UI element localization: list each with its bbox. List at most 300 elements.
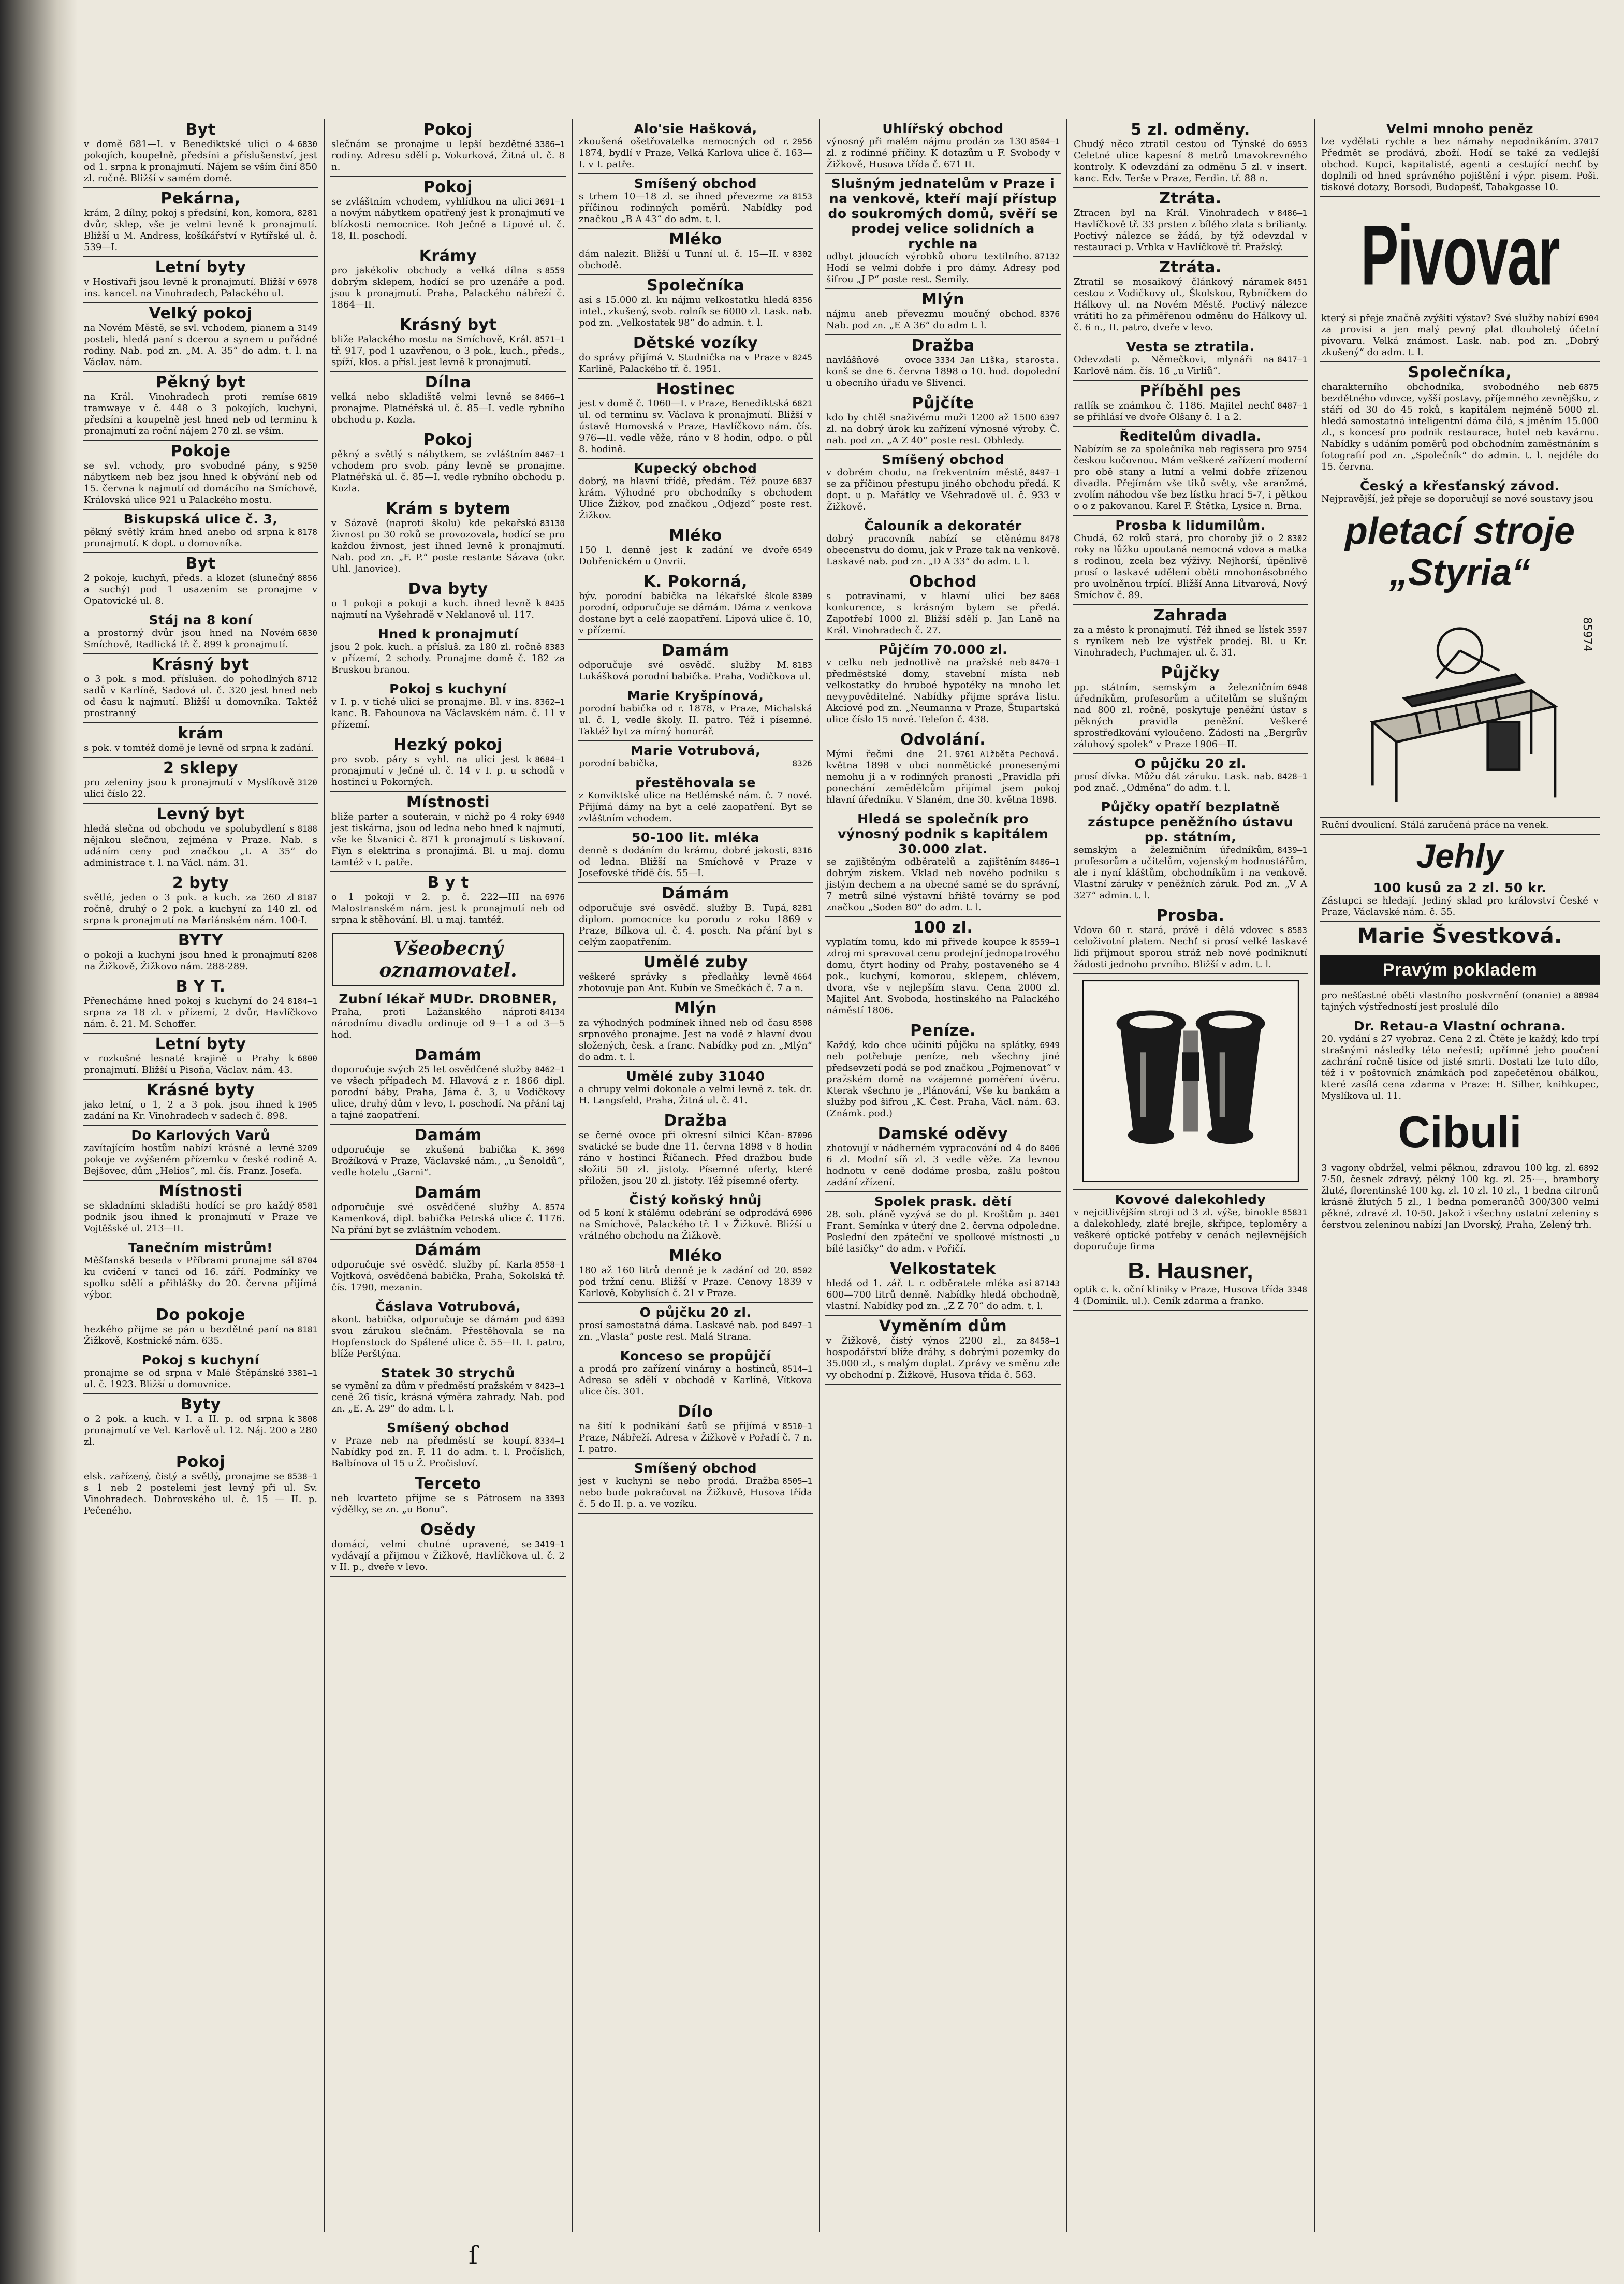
ad-text: slečnám se pronajme u lepší bezdětné rodiny. Adresu sdělí p. Vokurková, Žitná ul. č. 8 n. (331, 139, 565, 172)
column-5 (1073, 119, 1308, 2232)
ad-number: 87132 (1034, 252, 1060, 261)
classified-ad (825, 516, 1061, 571)
ad-text: bliže Palackého mostu na Smíchově, Král. tř. 917, pod 1 uzavřenou, o 3 pok., kuch., předs., spíží, klos. a přísl. jest levně k pronajmutí. (331, 334, 565, 368)
ad-heading: Vyměním dům (879, 1317, 1007, 1335)
ad-number: 4664 (792, 972, 812, 982)
classified-ad (330, 578, 566, 624)
ad-number: 6830 (297, 139, 317, 149)
ad-number: 8704 (297, 1256, 317, 1265)
ad-heading: Půjčíte (912, 394, 974, 412)
ad-number: 8439—1 (1277, 845, 1307, 855)
column-rule (819, 119, 820, 2232)
ad-number: 9761 Alžběta Pechová. (955, 749, 1060, 759)
ad-heading: Levný byt (156, 805, 245, 823)
ad-heading: Český a křesťanský závod. (1359, 478, 1560, 493)
ad-number: 8856 (297, 573, 317, 583)
column-4 (825, 119, 1061, 2232)
ad-heading: Smíšený obchod (634, 1461, 757, 1476)
ad-heading: Marie Votrubová, (630, 743, 761, 758)
classified-ad (83, 1451, 318, 1520)
ad-text: velká nebo skladiště velmi levně se pronajme. Platnéřská ul. č. 85—I. vedle rybního obchodu p. Kozla. (331, 391, 565, 425)
ad-heading: 50-100 lit. mléka (632, 830, 759, 845)
ad-number: 8435 (545, 599, 565, 608)
classified-ad (1320, 818, 1600, 835)
classified-ad (1320, 988, 1600, 1016)
ad-text: pronajme se od srpna v Malé Štěpánské ul. č. 1923. Bližší u domovnice. (84, 1368, 285, 1390)
classified-ad (825, 119, 1061, 174)
ad-text: hezkého přijme se pán u bezdětné paní na Žižkově, Kostnické nám. 635. (84, 1324, 295, 1346)
classified-ad (330, 679, 566, 734)
ad-heading: Dva byty (408, 580, 488, 598)
ad-number: 3149 (297, 323, 317, 333)
classified-ad (578, 640, 813, 686)
ad-heading: Smíšený obchod (386, 1420, 510, 1435)
headline-word: Pivovar (1360, 208, 1559, 303)
classified-ad (1073, 516, 1308, 605)
classified-ad (825, 1258, 1061, 1316)
ad-heading: B Y T. (175, 978, 226, 996)
ad-text: se černé ovoce při okresní silnici Kčan-svatické se bude dne 11. června 1898 v 8 hodin ráno v hostinci Říčanech. Před dražbou bude složiti 50 zl. jistoty. Písemné oferty, které přiložen, jsou 20 zl. jistoty. Též písemné oferty. (579, 1130, 812, 1186)
classified-ad (330, 1044, 566, 1125)
ad-number: 8497—1 (1030, 468, 1060, 477)
ad-heading: Peníze. (910, 1022, 976, 1040)
classified-ad (83, 976, 318, 1034)
ad-text: 3 vagony obdržel, velmi pěknou, zdravou 100 kg. zl. 7·50, česnek zdravý, pěkný 100 kg. zl. 25·—, brambory žluté, florentinské 100 kg. zl. 10 zl. 10 zl., 1 bedna citronů krásně žlutých 5 zl., 1 bedna pomerančů 300/300 velmi pěkné, zdravé zl. 10·50. Jakož i všechny ostatní zeleniny s čerstvou zeleninou nabízí Jan Dvorský, Praha, Zelený trh. (1321, 1162, 1599, 1230)
ad-number: 3419—1 (535, 1539, 565, 1549)
ad-text: v domě 681—I. v Benediktské ulici o 4 pokojích, koupelně, předsíni a příslušenství, jest od 1. srpna k pronajmutí. Nájem se vším činí 850 zl. ročně. Bližší v samém domě. (84, 139, 317, 184)
classified-ad (330, 498, 566, 578)
ad-text: v Praze neb na předměstí se koupí. Nabídky pod zn. F. 11 do adm. t. l. Pročíslich, Balbínova ul 15 u Ž. Pročisloví. (331, 1435, 565, 1469)
ad-text: za výhodných podmínek ihned neb od času srpnového pronajme. Jest na vodě z hlavní dvou složených, česk. a franc. Nabídky pod zn. „Mlýn“ do adm. t. l. (579, 1017, 812, 1063)
ad-number: 8281 (792, 903, 812, 913)
ad-text: v Sázavě (naproti školu) kde pekařská živnost po 30 roků se provozovala, hodící se pro každou živnost, jest ihned levně k pronajmutí. Nab. pod zn. „F. P.“ poste restante Sázava (okr. Uhl. Janovice). (331, 518, 565, 574)
ad-text: veškeré správky s předlaňky levně zhotovuje pan Ant. Kubín ve Smečkách č. 7 a n. (579, 971, 803, 994)
ad-heading: Krámy (419, 247, 477, 265)
classified-ad (578, 571, 813, 640)
ad-heading: Místnosti (406, 793, 490, 811)
binding-gutter (0, 0, 78, 2284)
classified-ad (578, 379, 813, 459)
classified-ad (83, 1394, 318, 1451)
ad-number: 3393 (545, 1493, 565, 1503)
classified-ad (83, 1304, 318, 1350)
classified-ad (578, 686, 813, 741)
ad-number: 8208 (297, 950, 317, 960)
ad-heading: K. Pokorná, (643, 573, 748, 591)
ad-text: nájmu aneb převezmu moučný obchod. Nab. pod zn. „E A 36“ do adm t. l. (826, 309, 1037, 331)
classified-ad (83, 610, 318, 654)
ad-heading: Dílo (678, 1403, 713, 1421)
ad-number: 8510—1 (782, 1421, 812, 1431)
ad-text: akont. babička, odporučuje se dámám pod svou zárukou slečnám. Přestěhovala se na Hopfenstock do Spálené ulice č. 55—II. I. patro, blíže Perštýna. (331, 1314, 565, 1359)
ad-heading: Hledá se společník pro výnosný podnik s kapitálem 30.000 zlat. (838, 811, 1048, 856)
ad-text: v dobrém chodu, na frekventním městě, se za příčinou přestupu jiného obchodu předá. K dopt. u p. Mařátky ve Všehradově ul. č. 933 v Žižkově. (826, 467, 1060, 512)
ad-text: s pok. v tomtéž domě je levně od srpna k zadání. (84, 743, 314, 753)
ad-number: 8684—1 (535, 754, 565, 764)
ad-heading: Letní byty (155, 1035, 246, 1053)
ad-number: 6821 (792, 399, 812, 409)
classified-ad (825, 335, 1061, 392)
ad-text: pěkný a světlý s nábytkem, se zvláštním vchodem pro svob. pány levně se pronajme. Platnéřská ul. č. 85—I. vedle rybního obchodu p. Kozla. (331, 449, 565, 494)
classified-ad (578, 998, 813, 1067)
ad-text: v Hostivaři jsou levně k pronajmutí. Bližší v ins. kancel. na Vinohradech, Palackého ul. (84, 277, 295, 299)
ad-number: 3690 (545, 1145, 565, 1155)
headline-word: Jehly (1416, 837, 1504, 875)
classified-ad (825, 392, 1061, 450)
classified-ad (330, 1297, 566, 1363)
ad-text: dám nalezit. Bližší u Tunní ul. č. 15—II. v obchodě. (579, 249, 789, 271)
ad-heading: Ředitelům divadla. (1119, 429, 1262, 444)
classified-ad (83, 758, 318, 804)
ad-number: 8514—1 (782, 1364, 812, 1374)
ad-number: 8486—1 (1030, 857, 1060, 867)
ad-number: 8362—1 (535, 697, 565, 707)
classified-ad (330, 1182, 566, 1240)
ad-heading: Dražba (911, 337, 975, 355)
ad-heading: Byt (185, 121, 216, 139)
classified-ad (825, 571, 1061, 640)
ad-text: charakterního obchodníka, svobodného neb bezdětného vdovce, vyšší postavy, příjemného zevnějšku, z stáří od 30 do 45 roků, s kapitálem nejméně 5000 zl. hledá samostatná inteligentní dáma čilá, s jměním 15.000 zl., s koncesí pro podnik restaurace, hotel neb kavárnu. Nabídky s udáním poměrů pod obchodním zaměstnáním s fotografií pod zn. „Společník“ do admin. t. l. nejdéle do 15. června. (1321, 382, 1599, 472)
ad-number: 6976 (545, 892, 565, 902)
ad-heading: Čalouník a dekoratér (864, 518, 1022, 533)
ad-text: pp. státním, semským a železničním úředníkům, profesorům a učitelům se slušným nad 800 zl. ročně, poskytuje peněžní ústav s pěkných pravidla peněžní. Veškeré sprostředkování vyloučeno. Žádosti na „Bergrův zálohový spolek“ v Praze 1906—II. (1074, 682, 1307, 750)
ad-text: se svl. vchody, pro svobodné pány, s nábytkem neb bez jsou hned k obývání neb od 15. června k najmutí od domácího na Smíchově, Královská ulice 921 u Palackého mostu. (84, 460, 317, 505)
ad-number: 8559—1 (1030, 937, 1060, 947)
ad-text: neb kvarteto přijme se s Pátrosem na výdělky, se zn. „u Bonu“. (331, 1493, 542, 1515)
ad-heading: Půjčky opatří bezplatně zástupce peněžního ústavu pp. státním, (1088, 799, 1293, 845)
ad-number: 85831 (1282, 1208, 1307, 1217)
ad-text: a chrupy velmi dokonale a velmi levně z. tek. dr. H. Langsfeld, Praha, Žitná ul. č. 41. (579, 1084, 812, 1106)
classified-ad (330, 734, 566, 792)
ad-heading: Hostinec (656, 380, 735, 398)
ad-text: elsk. zařízený, čistý a světlý, pronajme se s 1 neb 2 postelemi jest levný při ul. Sv. Vinohradech. Dobrovského ul. č. 15 — II. p. Pečeného. (84, 1471, 317, 1516)
display-ad-headline (1320, 508, 1600, 597)
ad-text: o 2 pok. a kuch. v I. a II. p. od srpna k pronajmutí ve Vel. Karlově ul. 12. Náj. 200 a 280 zl. (84, 1414, 317, 1447)
ad-heading: Kovové dalekohledy (1115, 1192, 1266, 1207)
classified-ad (1320, 1016, 1600, 1105)
classified-sheet (83, 119, 1600, 2232)
ad-text: v nejcitlivějším stroji od 3 zl. výše, binokle a dalekohledy, zlaté brejle, skřipce, teploměry a veškeré optické potřeby v cenách nejlevnějších doporučuje firma (1074, 1207, 1307, 1252)
ad-number: 8470—1 (1030, 658, 1060, 667)
classified-ad (83, 930, 318, 976)
ad-text: jako letní, o 1, 2 a 3 pok. jsou ihned k zadání na Kr. Vinohradech v sadech č. 898. (84, 1099, 295, 1122)
ad-text: v Žižkově, čistý výnos 2200 zl., za hospodářství blíže dráhy, s dobrými pozemky do 35.000 zl., s malým doplat. Zprávy ve směnu zde vy obchodní p. Žižkově, Husova třída č. 563. (826, 1335, 1060, 1380)
ad-text: prosí dívka. Můžu dát záruku. Lask. nab. pod znač. „Odměna“ do adm. t. l. (1074, 771, 1275, 793)
ad-number: 3691—1 (535, 197, 565, 207)
ad-heading: Pokoj (423, 178, 473, 196)
ad-heading: Mléko (669, 230, 722, 249)
ad-number: 8467—1 (535, 449, 565, 459)
ad-heading: Umělé zuby 31040 (626, 1069, 765, 1084)
ad-number: 8281 (297, 208, 317, 218)
ad-text: Mými řečmi dne 21. května 1898 v obci nonmětické pronesenými nemohu ji a v rodinných pranosti „Pravidla při ponechání zemědělcům přijímal jsem pokoj hlavní úředníku. V Slaném, dne 30. května 1898. (826, 749, 1060, 805)
ad-heading: Pokoj s kuchyní (389, 681, 507, 696)
ad-heading: Byty (180, 1395, 221, 1414)
ad-heading: Pokoje (170, 442, 231, 460)
ad-heading: Do Karlových Varů (131, 1128, 270, 1143)
ad-heading: O půjčku 20 zl. (639, 1305, 752, 1320)
ad-heading: Společníka (647, 277, 744, 295)
classified-ad (330, 429, 566, 498)
column-2 (330, 119, 566, 2232)
classified-ad (1320, 362, 1600, 476)
classified-ad (1073, 188, 1308, 257)
ad-text: 2 pokoje, kuchyň, předs. a klozet (slunečný a suchý) pod 1 usazením se pronajme v Opatovické ul. 8. (84, 573, 317, 606)
ad-text: prosí samostatná dáma. Laskavé nab. pod zn. „Vlasta“ poste rest. Malá Strana. (579, 1320, 780, 1342)
classified-ad (1320, 476, 1600, 508)
classified-ad (330, 1519, 566, 1577)
ad-number: 6892 (1578, 1163, 1599, 1173)
ad-number: 8153 (792, 192, 812, 201)
ad-number: 6906 (792, 1208, 812, 1218)
ad-number: 8583 (1287, 925, 1307, 935)
ad-heading: B y t (427, 874, 469, 892)
classified-ad (825, 917, 1061, 1020)
ad-heading: Damám (662, 642, 729, 660)
ad-number: 8487—1 (1277, 401, 1307, 411)
ad-text: pěkný světlý krám hned anebo od srpna k pronajmutí. K dopt. u domovníka. (84, 527, 295, 549)
ad-heading: Vesta se ztratila. (1126, 339, 1255, 354)
ad-number: 6904 (1578, 313, 1599, 323)
ad-heading: Smíšený obchod (634, 176, 757, 191)
classified-ad (1073, 605, 1308, 662)
ad-number: 6949 (1040, 1040, 1060, 1050)
ad-heading: Hezký pokoj (393, 736, 503, 754)
ad-heading: Krásný byt (399, 316, 497, 334)
ad-text: dobrý, na hlavní třídě, předám. Též pouze krám. Výhodné pro obchodníky s obchodem Ulice Žižkov, pod značkou „Odjezd“ poste rest. Žižkov. (579, 476, 812, 521)
ad-heading: Čáslava Votrubová, (375, 1299, 521, 1314)
classified-ad (1320, 119, 1600, 197)
classified-ad (825, 1192, 1061, 1258)
classified-ad (1073, 905, 1308, 974)
knitting-machine-illustration (1341, 603, 1579, 810)
ad-heading: Obchod (909, 573, 977, 591)
classified-ad (83, 1126, 318, 1181)
ad-text: hledá slečna od obchodu ve spolubydlení s nějakou slečnou, zejména v Praze. Nab. s udáním ceny pod značkou „L A 35“ do administrace t. l. na Václ. nám. 31. (84, 823, 317, 868)
ad-heading: Ztráta. (1159, 190, 1222, 208)
ad-text: světlé, jeden o 3 pok. a kuch. za 260 zl ročně, druhý o 2 pok. a kuchyní za 140 zl. od srpna k pronajmutí na Mariánském nám. 100-I. (84, 892, 317, 926)
ad-number: 8334—1 (535, 1436, 565, 1446)
ad-number: 8302 (792, 249, 812, 259)
headline-word: Pravým pokladem (1382, 960, 1538, 980)
ad-text: lze vydělati rychle a bez námahy nepodnikáním. Předmět se prodává, zboží. Hodí se také za vedlejší obchod. Kupci, kapitalisté, agenti a cestující nechť by doplnili od hned správného pojištění i výpr. pisem. Poši. tiskové dotazy, Borsodi, Budapešť, Tabakgasse 10. (1321, 136, 1599, 193)
classified-ad (83, 119, 318, 188)
classified-ad (83, 553, 318, 610)
classified-ad (578, 525, 813, 571)
classified-ad (578, 229, 813, 275)
ad-heading: Pokoj (423, 121, 473, 139)
ad-number: 8497—1 (782, 1320, 812, 1330)
ad-heading: Slušným jednatelům v Praze i na venkově, kteří mají přístup do soukromých domů, svěří se prodej velice solidních a rychle na (828, 176, 1058, 251)
ad-heading: Marie Švestková. (1357, 924, 1562, 948)
ad-heading: Stáj na 8 koní (149, 613, 253, 628)
classified-ad (578, 828, 813, 883)
ad-heading: Uhlířský obchod (882, 121, 1004, 136)
ad-text: kdo by chtěl snaživému muži 1200 až 1500 zl. na dobrý úrok ku zařízení výnosné výroby. Č. nab. pod zn. „A Z 40“ poste rest. Obhledy. (826, 412, 1060, 446)
ad-text: s trhem 10—18 zl. se ihned převezme za příčinou rodinných poměrů. Nabídky pod značkou „B A 43“ do adm. t. l. (579, 191, 812, 225)
ad-text: o 1 pokoji a pokoji a kuch. ihned levně k najmutí na Vyšehradě v Neklanově ul. 117. (331, 598, 542, 620)
classified-ad (83, 257, 318, 303)
classified-ad (578, 1401, 813, 1459)
ad-number: 6948 (1287, 682, 1307, 692)
ad-text: Ztracen byl na Král. Vinohradech v Havlíčkově tř. 33 prsten z bílého zlata s brilianty. Poctivý nálezce se žádá, by týž odevzdal v restauraci p. Vrbka v Havlíčkově tř. Pražský. (1074, 208, 1307, 253)
ad-heading: Krásný byt (152, 656, 250, 674)
ad-text: Chudý něco ztratil cestou od Týnské do Celetné ulice kapesní 8 metrů tmavokrevného kontroly. K odevzdání za odměnu 5 zl. v insert. kanc. Edv. Terše v Praze, Ferdin. tř. 88 n. (1074, 139, 1307, 184)
ad-heading: B. Hausner, (1128, 1258, 1253, 1284)
ad-text: jest v kuchyni se nebo prodá. Dražba nebo bude pokračovat na Žižkově, Husova třída č. 5 do II. p. a. ve vozíku. (579, 1476, 812, 1509)
classified-ad (578, 459, 813, 525)
ad-text: Praha, proti Lažanského náproti národnímu divadlu ordinuje od 9—1 a od 3—5 hod. (331, 1007, 565, 1040)
ad-text: v celku neb jednotlivě na pražské neb předměstské domy, stavební místa neb velkostatky do hruboé hypotéky na mnoho let nevypověditelné. Nabídky přijme správa listu. Akciové pod zn. „Neumanna v Praze, Štupartská ulice číslo 15 nové. Telefon č. 438. (826, 657, 1060, 725)
ad-text: jsou 2 pok. kuch. a přísluš. za 180 zl. ročně v přízemí, 2 schody. Pronajme domě č. 182 za Bruskou branou. (331, 642, 565, 675)
ad-heading: Biskupská ulice č. 3, (123, 512, 278, 527)
ad-text: porodní babička, (579, 758, 659, 769)
classified-ad (83, 372, 318, 441)
ad-number: 6940 (545, 812, 565, 822)
classified-ad (578, 741, 813, 773)
ad-text: 180 až 160 litrů denně je k zadání od 20. pod tržní cenu. Bližší v Praze. Cenovy 1839 v Karlově, Kobylisích č. 21 v Praze. (579, 1265, 812, 1299)
classified-ad (825, 289, 1061, 335)
ad-number: 3381—1 (287, 1368, 317, 1378)
ad-text: v I. p. v tiché ulici se pronajme. Bl. v ins. kanc. B. Fahounova na Václavském nám. č. 11 v přízemí. (331, 696, 565, 730)
ad-text: Nabízím se za společníka neb regissera pro českou kočovnou. Mám veškeré zařízení moderní pro obě stany a lutní a velmi dobře zřízenou divadla. Přejímám vše tiků světy, vše aranžmá, zvolím náhodou vše bez lístku hrací 5-7, i pětkou o o z pakovanou. Karel F. Štětka, Lysice n. Brna. (1074, 444, 1307, 512)
ad-text: krám, 2 dílny, pokoj s předsíní, kon, komora, dvůr, sklep, vše je velmi levně k pronajmutí. Bližší u M. Andress, košíkářství v Rytířské ul. č. 539—I. (84, 208, 317, 253)
ad-heading: Mléko (669, 527, 722, 545)
ad-text: vyplatím tomu, kdo mi přivede koupce k zdroj mi spravovat cenu prodejní jednopatrového domu, čtyrt hodiny od Prahy, postaveného se 4 pok., kuchyní, komorou, sklepem, chlévem, dvora, vše v nejlepším stavu. Cena 2000 zl. Majitel Ant. Svoboda, hostinského na Palackého náměstí 1806. (826, 937, 1060, 1016)
classified-ad (330, 1418, 566, 1473)
ad-number: 6830 (297, 628, 317, 638)
classified-ad (1320, 922, 1600, 952)
inverse-headline (1320, 955, 1600, 985)
ad-number: 8245 (792, 353, 812, 362)
ad-text: domácí, velmi chutné upravené, se vydávají a přijmou v Žižkově, Havlíčkova ul. č. 2 v II. p., dveře v levo. (331, 1539, 565, 1573)
classified-ad (83, 872, 318, 930)
ad-heading: Konceso se propůjčí (620, 1348, 771, 1363)
ad-heading: Velký pokoj (149, 304, 253, 323)
ad-number: 8468 (1040, 591, 1060, 601)
ad-text: semským a železničním úředníkům, profesorům a učitelům, vojenským hodnostářům, ale i nyní kláštům, obchodníkům i na venkově. Vlastní záruky v peněžních záruk. Pod zn. „V A 327“ admin. t. l. (1074, 845, 1307, 901)
classified-ad (330, 177, 566, 245)
section-header-box (332, 933, 564, 986)
classified-ad (578, 952, 813, 998)
ad-heading: Statek 30 strychů (381, 1365, 515, 1380)
ad-text: pro nešťastné oběti vlastního poskvrnění (onanie) a tajných výstředností jest proslulé dílo (1321, 990, 1571, 1012)
ad-text: Chudá, 62 roků stará, pro choroby již o 2 roky na lůžku upoutaná nemocná vdova a matka s rodinou, zcela bez výživy. Nejhorší, úpěnlivě prosí o laskavé udělení oběti mnohonásobného pro uvolněnou trpící. Bližší Anna Litvarová, Nový Smíchov č. 89. (1074, 533, 1307, 601)
classified-ad (330, 872, 566, 929)
ad-heading: Terceto (415, 1475, 481, 1493)
classified-ad (1073, 662, 1308, 754)
ad-text: hledá od 1. zář. t. r. odběratele mléka asi 600—700 litrů denně. Nabídky hledá obchodně, vlastní. Nabídky pod zn. „Z Z 70“ do adm. t. l. (826, 1278, 1060, 1312)
classified-ad (578, 1459, 813, 1514)
ad-text: doporučuje svých 25 let osvědčené služby ve všech případech M. Hlavová z r. 1866 dipl. porodní báby, Praha, Jáma č. 3, u Vodičkovy ulice, druhý dům v levo, I. poschodí. Na přání taj a tajné zaopatření. (331, 1064, 565, 1121)
classified-ad (825, 450, 1061, 516)
ad-text: Nejpravější, jež přeje se doporučují se nové soustavy jsou (1321, 493, 1593, 504)
classified-ad (330, 1240, 566, 1297)
ad-number: 6978 (297, 277, 317, 287)
classified-ad (83, 804, 318, 872)
ad-text: Každý, kdo chce učiniti půjčku na splátky, neb potřebuje peníze, neb všechny jiné předsevzetí podá se pod značkou „Pojmenovat“ v pražském domě na vzájemné poměření úvěru. Kterak všechno je „Plánování, Vše ku bankám a služby pod šifrou „K. Čest. Praha, Václ. nám. 63. (Známk. pod.) (826, 1040, 1060, 1119)
classified-ad (578, 1067, 813, 1110)
ad-number: 3209 (297, 1143, 317, 1153)
classified-ad (578, 275, 813, 332)
ad-text: a prostorný dvůr jsou hned na Novém Smíchově, Radlická tř. č. 899 k pronajmutí. (84, 628, 295, 650)
ad-heading: Dražba (664, 1112, 727, 1130)
ad-number: 3597 (1287, 625, 1307, 635)
ad-number: 6800 (297, 1054, 317, 1064)
ad-heading: Krám s bytem (385, 500, 511, 518)
classified-ad (1320, 311, 1600, 362)
ad-heading: Mlýn (921, 290, 965, 309)
ad-heading: Pokoj (175, 1453, 226, 1471)
ad-heading: Pokoj (423, 431, 473, 449)
ad-heading: Damám (414, 1126, 482, 1144)
ad-text: odporučuje své osvědčené služby A. Kamenková, dipl. babička Petrská ulice č. 1176. Na přání byt se zvláštním vchodem. (331, 1202, 565, 1235)
ad-number: 8538—1 (287, 1472, 317, 1481)
classified-ad (825, 729, 1061, 809)
classified-ad (1073, 427, 1308, 516)
classified-ad (578, 1190, 813, 1245)
ad-text: z Konviktské ulice na Betlémské nám. č. 7 nové. Přijímá dámy na byt a celé zaopatření. Byt se zvláštním vchodem. (579, 790, 812, 824)
footer-mark: ſ (469, 2241, 478, 2270)
ad-heading: Hned k pronajmutí (377, 627, 519, 642)
ad-text: Odevzdati p. Němečkovi, mlynáři na Karlově nám. čís. 16 „u Virliů“. (1074, 354, 1275, 376)
classified-ad (330, 624, 566, 679)
ad-number: 3808 (297, 1414, 317, 1424)
ad-text: s potravinami, v hlavní ulici bez konkurence, s krásným bytem se předá. Zapotřebí 1000 zl. Bližší sdělí p. Jan Laně na Král. Vinohradech č. 27. (826, 591, 1060, 636)
ad-heading: Krásné byty (147, 1081, 255, 1099)
ad-text: odporučuje své osvědč. služby B. Tupá, diplom. pomocníce ku porodu z roku 1869 v Praze, Bílkova ul. č. 4. posch. Na přání byt s celým zaopatřením. (579, 903, 812, 948)
ad-number: 6875 (1578, 382, 1599, 392)
ad-number: 8478 (1040, 534, 1060, 544)
ad-text: výnosný při malém nájmu prodán za 130 zl. z rodinné příčiny. K dotazům u F. Svobody v Žižkově, Husova třída č. 671 II. (826, 136, 1060, 170)
ad-number: 8302 (1287, 533, 1307, 543)
ad-text: odbyt jdoucích výrobků oboru textilního. Hodí se velmi dobře i pro dámy. Adresy pod šifrou „J P“ poste rest. Semily. (826, 251, 1060, 285)
classified-ad (578, 332, 813, 379)
ad-number: 8181 (297, 1325, 317, 1334)
ad-number: 8558—1 (535, 1260, 565, 1270)
classified-ad (83, 1181, 318, 1238)
ad-number: 8508 (792, 1018, 812, 1028)
ad-heading: Velkostatek (890, 1260, 996, 1278)
ad-number: 8504—1 (1030, 137, 1060, 147)
column-6 (1320, 119, 1600, 2232)
classified-ad (330, 372, 566, 429)
ad-heading: Půjčím 70.000 zl. (878, 642, 1008, 657)
illustration-ad (1320, 597, 1600, 818)
ad-text: o 3 pok. s mod. příslušen. do pohodlných sadů v Karlíně, Sadová ul. č. 320 jest hned neb od času k najmutí. Bližší u domovníka. Taktéž prostranný (84, 674, 317, 719)
ad-heading: Ztráta. (1159, 258, 1222, 277)
classified-ad (83, 1034, 318, 1080)
ad-text: porodní babička od r. 1878, v Praze, Michalská ul. č. 1, vedle školy. II. patro. Též i písemné. Taktéž byt za mírný honorář. (579, 703, 812, 737)
ad-text: odporučuje své osvědč. služby pí. Karla Vojtková, osvědčená babička, Praha, Sokolská tř. čís. 1790, mezanin. (331, 1259, 565, 1293)
ad-number: 8505—1 (782, 1476, 812, 1486)
ad-heading: Prosba. (1156, 907, 1225, 925)
classified-ad (83, 303, 318, 372)
ad-heading: Byt (185, 555, 216, 573)
ad-text: Vdova 60 r. stará, právě i dělá vdovec s celoživotní platem. Nechť si prosí velké laskavé lidi přijmout sporou stráž neb nové podniknutí žádosti jednoho prvního. Bližší v adm. t. l. (1074, 925, 1307, 970)
classified-ad (83, 1080, 318, 1126)
classified-ad (83, 723, 318, 758)
ad-heading: 2 byty (172, 874, 229, 892)
ad-text: denně s dodáním do krámu, dobré jakosti, od ledna. Bližší na Smíchově v Praze v Josefovské třídě čís. 55—I. (579, 845, 812, 879)
ad-heading: Pokoj s kuchyní (142, 1352, 259, 1368)
column-3 (578, 119, 813, 2232)
ad-text: o pokoji a kuchyni jsou hned k pronajmutí na Žižkově, Žižkovo nám. 288-289. (84, 950, 295, 972)
column-rule (1314, 119, 1315, 2232)
ad-heading: Zubní lékař MUDr. DROBNER, (339, 992, 558, 1007)
ad-number: 87096 (787, 1130, 812, 1140)
classified-ad (825, 174, 1061, 289)
